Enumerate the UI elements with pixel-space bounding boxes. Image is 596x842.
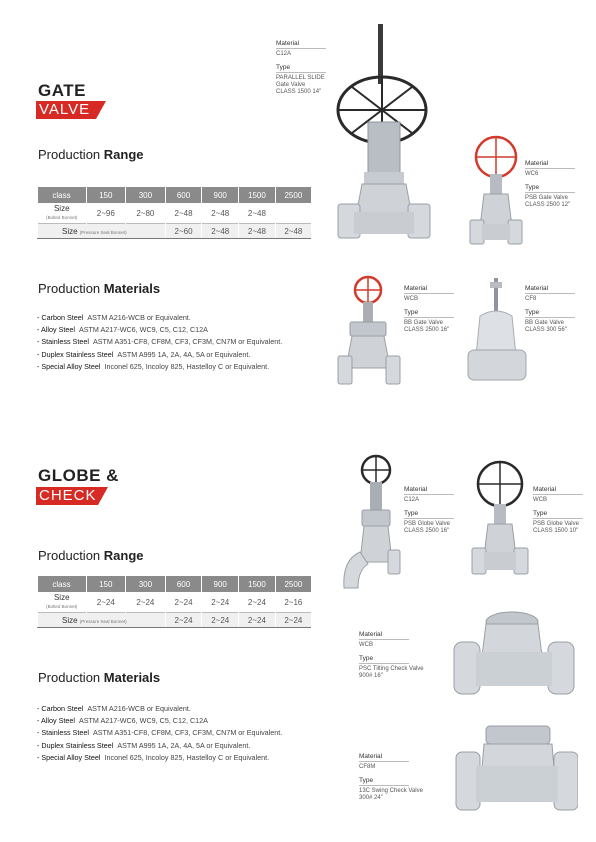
table-cell: 2~48 [202, 203, 239, 224]
table-cell: 2~48 [202, 224, 239, 239]
table-header: 2500 [275, 576, 311, 592]
table-cell: 2~24 [239, 592, 276, 613]
list-item: - Carbon Steel ASTM A216-WCB or Equivalent. [37, 313, 191, 322]
table-cell: 2~24 [202, 592, 239, 613]
list-item: - Alloy Steel ASTM A217-WC6, WC9, C5, C12, C12A [37, 325, 208, 335]
table-row [38, 203, 312, 224]
globe-title: GLOBE & [38, 466, 119, 485]
gate-title-accent: VALVE [36, 101, 96, 119]
valve-caption: Material CF8 Type BB Gate Valve CLASS 300 56" [525, 285, 575, 334]
table-cell: 2~24 [202, 613, 239, 628]
table-header: 1500 [239, 576, 276, 592]
valve-caption: Material WCB Type PSC Tilting Check Valve 900# 16" [359, 631, 424, 679]
list-item: - Duplex Stainless Steel ASTM A995 1A, 2A, 4A, 5A or Equivalent. [37, 349, 251, 359]
bb-gate-valve-cf8-image [466, 276, 528, 388]
valve-caption: Material C12A Type PSB Globe Valve CLASS 2500 16" [404, 486, 454, 535]
globe-materials-heading: Production Materials [38, 670, 161, 685]
table-header: 900 [202, 187, 239, 203]
list-item: - Special Alloy Steel Inconel 625, Incoloy 825, Hastelloy C or Equivalent. [37, 752, 270, 762]
table-cell [275, 203, 311, 224]
table-row [38, 592, 312, 613]
globe-materials-list [37, 703, 282, 764]
gate-title: GATE [38, 81, 86, 100]
table-row-label: Size (Bolted Bonnet) [38, 203, 87, 224]
list-item: - Stainless Steel ASTM A351-CF8, CF8M, CF3, CF3M, CN7M or Equivalent. [37, 337, 283, 347]
table-cell: 2~24 [86, 592, 126, 613]
table-header: 1500 [239, 187, 276, 203]
table-cell: 2~48 [275, 224, 311, 239]
table-header-row [38, 187, 312, 203]
table-row-label: Size (Pressure Seal Bonnet) [38, 224, 166, 239]
valve-caption: Material CF8M Type 13C Swing Check Valve 300# 24" [359, 753, 423, 801]
parallel-slide-gate-valve-image [330, 22, 470, 247]
table-header: class [38, 576, 87, 592]
gate-materials-list [37, 312, 282, 373]
psb-globe-valve-wcb-image [470, 456, 532, 580]
table-header: 2500 [275, 187, 311, 203]
table-cell: 2~96 [86, 203, 126, 224]
table-row [38, 224, 312, 239]
globe-range-table [37, 576, 311, 628]
list-item: - Stainless Steel ASTM A351-CF8, CF8M, CF3, CF3M, CN7M or Equivalent. [37, 728, 283, 738]
table-header: 600 [165, 576, 202, 592]
valve-caption: Material C12A Type PARALLEL SLIDE Gate Valve CLASS 1500 14" [276, 40, 325, 95]
swing-check-valve-image [452, 722, 578, 822]
table-cell: 2~24 [126, 592, 166, 613]
table-header: 300 [126, 187, 166, 203]
table-header: 900 [202, 576, 239, 592]
table-cell: 2~24 [165, 613, 202, 628]
psb-globe-valve-c12a-image [338, 452, 402, 592]
valve-caption: Material WCB Type BB Gate Valve CLASS 2500 16" [404, 285, 454, 334]
table-row [38, 613, 312, 628]
valve-caption: Material WCB Type PSB Globe Valve CLASS 1500 10" [533, 486, 583, 535]
list-item: - Duplex Stainless Steel ASTM A995 1A, 2A, 4A, 5A or Equivalent. [37, 740, 251, 750]
table-cell: 2~24 [165, 592, 202, 613]
table-cell: 2~24 [239, 613, 276, 628]
list-item: - Alloy Steel ASTM A217-WC6, WC9, C5, C12, C12A [37, 716, 208, 726]
table-cell: 2~80 [126, 203, 166, 224]
table-cell: 2~48 [239, 203, 276, 224]
table-header: 150 [86, 576, 126, 592]
table-cell: 2~48 [239, 224, 276, 239]
table-cell: 2~48 [165, 203, 202, 224]
gate-range-heading: Production Range [38, 147, 144, 162]
globe-range-heading: Production Range [38, 548, 144, 563]
gate-materials-heading: Production Materials [38, 281, 161, 296]
bb-gate-valve-wcb-image [336, 272, 402, 390]
list-item: - Carbon Steel ASTM A216-WCB or Equivalent. [37, 704, 191, 713]
psb-gate-valve-image [468, 132, 528, 252]
gate-range-table [37, 187, 311, 239]
table-row-label: Size (Bolted Bonnet) [38, 592, 87, 613]
table-cell: 2~16 [275, 592, 311, 613]
globe-title-accent: CHECK [36, 487, 98, 505]
table-cell: 2~24 [275, 613, 311, 628]
valve-caption: Material WC6 Type PSB Gate Valve CLASS 2500 12" [525, 160, 575, 209]
list-item: - Special Alloy Steel Inconel 625, Incoloy 825, Hastelloy C or Equivalent. [37, 361, 270, 371]
table-header: 600 [165, 187, 202, 203]
psc-tilting-check-valve-image [452, 602, 578, 702]
table-row-label: Size (Pressure Seal Bonnet) [38, 613, 166, 628]
table-cell: 2~60 [165, 224, 202, 239]
table-header-row [38, 576, 312, 592]
table-header: class [38, 187, 87, 203]
table-header: 300 [126, 576, 166, 592]
table-header: 150 [86, 187, 126, 203]
